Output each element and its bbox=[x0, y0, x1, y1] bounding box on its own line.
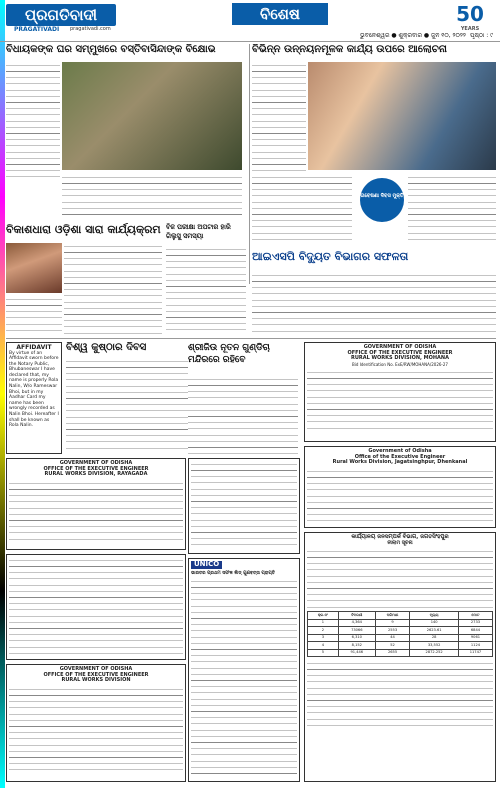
ad-body bbox=[191, 578, 297, 774]
ad-subtitle: OFFICE OF THE EXECUTIVE ENGINEER bbox=[43, 465, 149, 472]
tender-ad-bottom bbox=[6, 664, 186, 782]
article-5-body bbox=[252, 272, 496, 334]
ad-title: Government of Odisha bbox=[368, 448, 432, 454]
ad-unico bbox=[188, 558, 300, 782]
table-header: ବିବରଣୀ bbox=[338, 612, 375, 620]
ad-division: Rural Works Division, Jagatsinghpur, Dhenkanal bbox=[332, 459, 468, 465]
auction-table bbox=[307, 611, 493, 657]
ad-note: Bid Identification No. ExE/RW/MOHANA/2026-27 bbox=[352, 361, 448, 367]
page-number: ପୃଷ୍ଠା : ୯ bbox=[470, 32, 494, 39]
notice-subtitle: ନୀଲାମ ସୂଚନା bbox=[387, 539, 413, 546]
article-6-body bbox=[66, 358, 188, 454]
date: ଭୁବନେଶ୍ୱର ● ଶୁକ୍ରବାର ● ଜୁନ ୧୦, ୨୦୨୨ bbox=[360, 32, 466, 39]
headline-4: ବିଜ ପରୀକ୍ଷା ଅପଟାର ହାରି ଗିଲୁସୁ ସମସ୍ୟା bbox=[166, 223, 246, 243]
section-title: ବିଶେଷ bbox=[232, 3, 328, 25]
masthead bbox=[0, 0, 500, 42]
ad-body bbox=[191, 461, 297, 551]
article-2-body bbox=[252, 174, 352, 244]
article-4-body bbox=[166, 246, 246, 336]
table-row: 3 6,310 44 28 9061 bbox=[308, 634, 493, 642]
table-row: 1 4,364 9 140 2733 bbox=[308, 619, 493, 627]
article-2-side bbox=[408, 174, 496, 244]
event-photo bbox=[6, 243, 62, 293]
logo-subtitle: PRAGATIVADI bbox=[14, 26, 60, 33]
tender-ad-mohana bbox=[304, 342, 496, 442]
badge-circle: ଗବେଷଣା ଦିବସ ମୁକ୍ତି bbox=[360, 178, 404, 222]
affidavit-ad bbox=[6, 342, 62, 454]
ad-body bbox=[9, 480, 183, 542]
ad-ganjam bbox=[188, 458, 300, 554]
auction-notice-jagatsinghpur bbox=[304, 532, 496, 782]
table-header: ମୂଲ୍ୟ bbox=[410, 612, 459, 620]
headline-1: ବିଧାୟକଙ୍କ ଘର ସମ୍ମୁଖରେ ବସ୍ତିବାସିନ୍ଦାଙ୍କ ବିକ୍ଷୋଭ bbox=[6, 44, 246, 58]
protest-photo bbox=[62, 62, 242, 170]
ad-subtitle: Office of the Executive Engineer bbox=[354, 453, 446, 460]
article-3-caption bbox=[6, 296, 62, 336]
website: pragativadi.com bbox=[70, 26, 111, 32]
article-2-column bbox=[252, 62, 306, 172]
ad-body bbox=[307, 369, 493, 429]
table-row: 5 91,446 2655 2872.252 11747 bbox=[308, 649, 493, 657]
table-row: 2 73066 2553 2623.61 6844 bbox=[308, 627, 493, 635]
ad-division: RURAL WORKS DIVISION bbox=[61, 677, 131, 683]
article-7-body bbox=[188, 376, 298, 454]
anniversary-badge: 50 YEARS bbox=[456, 2, 484, 32]
headline-6: ବିଶ୍ୱ କୁଷ୍ଠାର ଦିବସ bbox=[66, 342, 246, 356]
newspaper-logo: ପ୍ରଗତିବାଦୀ bbox=[6, 4, 116, 26]
headline-2: ବିଭିନ୍ନ ଉନ୍ନୟନମୂଳକ କାର୍ଯ୍ୟ ଉପରେ ଆଲୋଚନା bbox=[252, 44, 496, 58]
color-calibration-strip bbox=[0, 0, 5, 788]
table-row: 4 8,152 52 33,552 1124 bbox=[308, 642, 493, 650]
unico-text: ଭାରତର ପ୍ରଥମ ସଫଳ ଲିଡ୍ ଗୁଣବତ୍ତା ପ୍ରାପ୍ତି bbox=[191, 570, 275, 576]
table-header: କ୍ର.ନଂ bbox=[308, 612, 339, 620]
ad-subtitle: OFFICE OF THE EXECUTIVE ENGINEER bbox=[347, 349, 453, 356]
ad-body bbox=[307, 468, 493, 522]
headline-3: ବିକାଶଧାରା ଓଡ଼ିଶା ସାରା କାର୍ଯ୍ୟକ୍ରମ bbox=[6, 223, 162, 239]
tender-ad-jagatsinghpur bbox=[304, 446, 496, 528]
article-1-column bbox=[6, 62, 60, 182]
ad-division: RURAL WORKS DIVISION, RAYAGADA bbox=[44, 471, 148, 477]
notice-title: କାର୍ଯ୍ୟାଳୟ ଜନସମ୍ପର୍କ ବିଭାଗ, ଜଗତସିଂହପୁର bbox=[351, 534, 449, 540]
article-1-body bbox=[62, 174, 242, 218]
meeting-photo bbox=[308, 62, 496, 170]
affidavit-body: By virtue of an Affidavit sworn before the Notary Public, Bhubaneswar I have declared that, my name is properly Rola Nalin, W/o Rameswar Bhoi, but in my Aadhar Card my name has been wrongly recorded as Nalin Bhoi. Hereafter I shall be known as Rola Nalin. bbox=[9, 350, 59, 429]
notice-footer bbox=[307, 660, 493, 730]
ad-title: GOVERNMENT OF ODISHA bbox=[59, 666, 133, 672]
tender-ad-rayagada bbox=[6, 458, 186, 550]
ad-title: GOVERNMENT OF ODISHA bbox=[363, 344, 437, 350]
ad-odia-notice bbox=[6, 554, 186, 660]
headline-7: ଶ୍ରୀଜିଉ ନୂତନ ଗୁଣ୍ଡିଚା ମନ୍ଦିରରେ ରହିବେ bbox=[188, 342, 298, 372]
ad-body bbox=[9, 557, 183, 657]
table-header: ମୋଟ bbox=[458, 612, 492, 620]
ad-subtitle: OFFICE OF THE EXECUTIVE ENGINEER bbox=[43, 671, 149, 678]
unico-logo: UNICO bbox=[191, 561, 222, 569]
ad-body bbox=[9, 686, 183, 774]
headline-5: ଆଇଏସପି ବିଦ୍ୟୁତ ବିଭାଗର ସଫଳତା bbox=[252, 250, 496, 266]
affidavit-title: AFFIDAVIT bbox=[16, 344, 52, 351]
dateline bbox=[0, 30, 500, 42]
ad-division: RURAL WORKS DIVISION, MOHANA bbox=[350, 355, 449, 361]
table-header: ପରିମାଣ bbox=[375, 612, 410, 620]
notice-body bbox=[307, 548, 493, 608]
ad-title: GOVERNMENT OF ODISHA bbox=[59, 460, 133, 466]
article-3-body bbox=[64, 243, 162, 335]
